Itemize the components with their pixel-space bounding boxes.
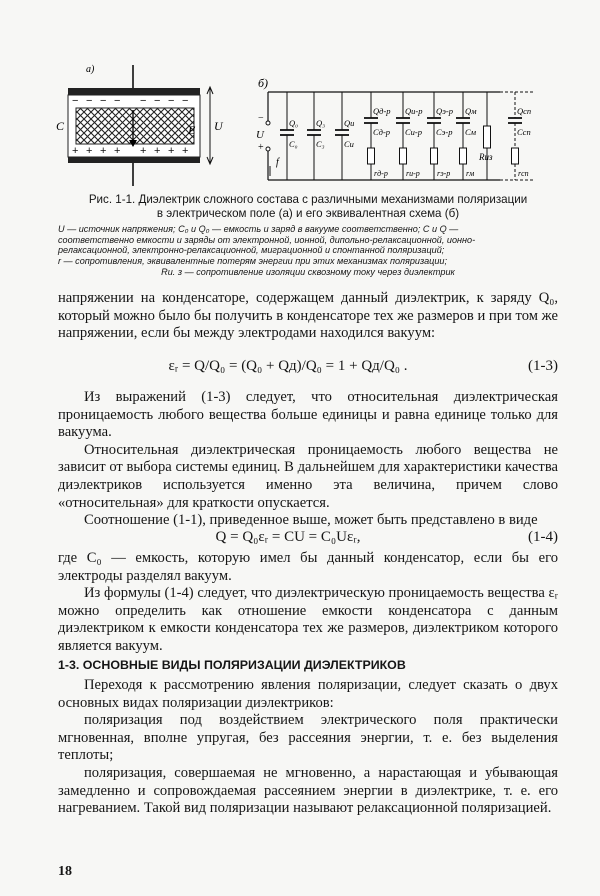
paragraph: Соотношение (1-1), приведенное выше, может быть представлено в виде	[84, 512, 538, 529]
paragraph: поляризация под воздействием электрического поля практически мгновенная, вполне упругая, без рассеяния энергии, т. е. без выделения теплоты;	[58, 712, 558, 764]
capacitance-label: Cсп	[517, 127, 531, 137]
capacitance-label: Cи-р	[405, 127, 422, 137]
voltage-label: U	[214, 119, 223, 133]
equation-formula: εᵣ = Q/Q₀ = (Q₀ + Qд)/Q₀ = 1 + Qд/Q₀ .	[168, 358, 408, 374]
charge-label: Qи-р	[405, 106, 423, 116]
charge-label: Qм	[465, 106, 477, 116]
source-plus: +	[258, 142, 264, 153]
paragraph: поляризация, совершаемая не мгновенно, а нарастающая и убывающая замедленно и сопровождаемая рассеянием энергии в диэлектрике, т. е. его нагреванием. Такой вид поляризации называют релаксационной поляризацией.	[58, 764, 558, 817]
source-label: U	[256, 129, 264, 141]
top-electrode	[68, 88, 200, 95]
capacitance-label: C	[56, 119, 65, 133]
plus-charge: +	[168, 145, 175, 157]
minus-charge: −	[154, 95, 161, 107]
equation-1-3	[58, 353, 558, 379]
charge-label: Qсп	[517, 106, 532, 116]
dielectric-slab	[76, 108, 194, 144]
label-a: а)	[86, 64, 95, 75]
minus-charge: −	[168, 95, 175, 107]
resistor-label: rэ-р	[437, 169, 451, 178]
paragraph: Из выражений (1-3) следует, что относительная диэлектрическая проницаемость любого вещества больше единицы и равна единице только для вакуума.	[58, 389, 558, 441]
caption-note-line: U — источник напряжения; C₀ и Q₀ — емкость и заряд в вакууме соответственно; C и Q —	[58, 224, 459, 234]
plus-charge: +	[154, 145, 161, 157]
figure-caption-title	[58, 193, 558, 221]
current-label: f	[276, 157, 279, 168]
caption-title-line: в электрическом поле (а) и его эквивалентная схема (б)	[156, 207, 460, 220]
charge-label: Q₀	[289, 118, 299, 128]
capacitance-label: Cэ-р	[436, 127, 453, 137]
equation-formula: Q = Q₀εᵣ = CU = C₀Uεᵣ,	[215, 529, 361, 545]
capacitance-label: Cи	[344, 139, 354, 149]
source-minus: −	[258, 113, 264, 124]
paragraph: Переходя к рассмотрению явления поляризации, следует сказать о двух основных видах поляризации диэлектриков:	[58, 677, 558, 711]
minus-charge: −	[100, 95, 107, 107]
caption-note-line: соответственно емкости и заряды от электронной, ионной, дипольно-релаксационной, ионно-	[58, 234, 476, 245]
resistor-symbol	[484, 126, 491, 148]
caption-note-line: r — сопротивления, эквивалентные потерям энергии при этих механизмах поляризации;	[58, 256, 447, 267]
paragraphs-7-9-block	[58, 677, 558, 818]
capacitance-label: C₃	[316, 139, 325, 149]
caption-note-line: Rи. з — сопротивление изоляции сквозному току через диэлектрик	[161, 266, 455, 277]
plus-charge: +	[72, 145, 79, 157]
minus-charge: −	[140, 95, 147, 107]
resistor-symbol	[368, 148, 375, 164]
resistor-label: Rиз	[479, 152, 493, 162]
resistor-symbol	[431, 148, 438, 164]
resistor-label: rд-р	[374, 169, 388, 178]
paragraphs-5-6-block	[58, 550, 558, 656]
plus-charge: +	[100, 145, 107, 157]
resistor-label: rм	[466, 169, 475, 178]
paragraph-1-block	[58, 290, 558, 343]
bottom-electrode	[68, 157, 200, 163]
figure-caption-notes	[58, 224, 558, 278]
minus-charge: −	[114, 95, 121, 107]
plus-charge: +	[140, 145, 147, 157]
charge-label: Qэ-р	[436, 106, 453, 116]
caption-note-line: релаксационной, электронно-релаксационной, миграционной и спонтанной поляризаций;	[58, 245, 445, 256]
plus-charge: +	[114, 145, 121, 157]
paragraph: напряжении на конденсаторе, содержащем данный диэлектрик, к заряду Q₀, который можно было бы получить в конденсаторе тех же размеров и при том же напряжении, если бы между электродами находился вакуум:	[58, 290, 558, 342]
capacitance-label: Cм	[465, 127, 477, 137]
page-number: 18	[58, 864, 72, 879]
equation-number: (1-4)	[528, 529, 558, 545]
equation-1-4	[58, 524, 558, 550]
paragraphs-2-4-block	[58, 389, 558, 530]
resistor-symbol	[460, 148, 467, 164]
paragraph: Из формулы (1-4) следует, что диэлектрическую проницаемость вещества εᵣ можно определить как отношение емкости конденсатора с данным диэлектриком к емкости конденсатора тех же размеров, диэлектриком которого является вакуум.	[58, 585, 558, 654]
charge-label: Qд-р	[373, 106, 391, 116]
charge-label: Q₃	[316, 118, 326, 128]
figure-1-1	[0, 0, 600, 200]
resistor-symbol	[400, 148, 407, 164]
minus-charge: −	[86, 95, 93, 107]
resistor-label: rи-р	[406, 169, 420, 178]
paragraph: где C₀ — емкость, которую имел бы данный конденсатор, если бы его электроды разделял вакуум.	[58, 550, 558, 584]
capacitance-label: Cд-р	[373, 127, 391, 137]
capacitor-diagram	[56, 64, 224, 186]
charge-label: Qи	[344, 118, 355, 128]
minus-charge: −	[182, 95, 189, 107]
plus-charge: +	[86, 145, 93, 157]
caption-title-line: Рис. 1-1. Диэлектрик сложного состава с различными механизмами поляризации	[88, 193, 528, 206]
equivalent-circuit	[256, 76, 534, 180]
equation-number: (1-3)	[528, 358, 558, 374]
resistor-label: rсп	[518, 169, 529, 178]
label-b: б)	[258, 76, 269, 90]
plus-charge: +	[182, 145, 189, 157]
paragraph: Относительная диэлектрическая проницаемость любого вещества не зависит от выбора системы единиц. В дальнейшем для характеристики качества диэлектриков используется именно эта величина, причем слово «относительная» для краткости опускается.	[58, 441, 558, 511]
field-label: E	[188, 123, 196, 137]
capacitance-label: C₀	[289, 139, 298, 149]
resistor-symbol	[512, 148, 519, 164]
section-heading: 1-3. ОСНОВНЫЕ ВИДЫ ПОЛЯРИЗАЦИИ ДИЭЛЕКТРИКОВ	[58, 658, 406, 672]
minus-charge: −	[72, 95, 79, 107]
